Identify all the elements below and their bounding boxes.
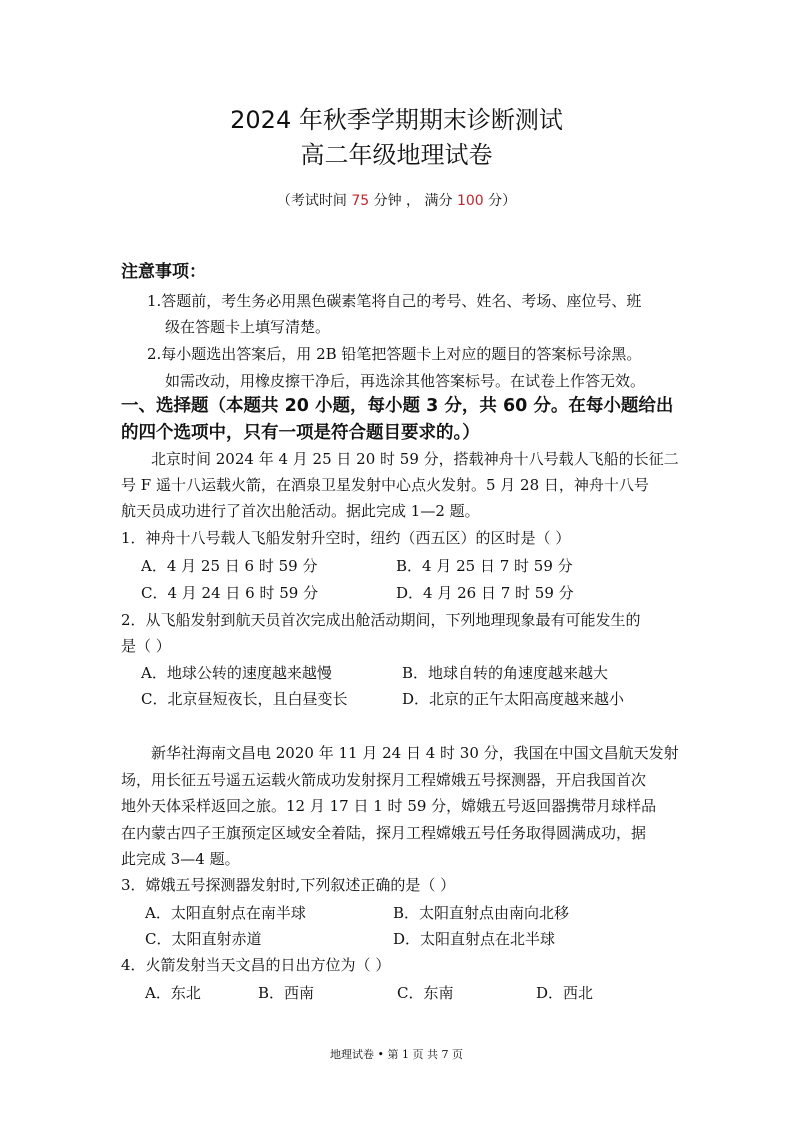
exam-title: 2024 年秋季学期期末诊断测试 <box>230 106 563 134</box>
question-3-option-d: D．太阳直射点在北半球 <box>393 930 556 948</box>
question-3-option-c: C．太阳直射赤道 <box>145 930 262 948</box>
notice-item-2-line-1: 2.每小题选出答案后，用 2B 铅笔把答题卡上对应的题目的答案标号涂黑。 <box>147 345 642 363</box>
question-4-option-d: D．西北 <box>536 984 594 1002</box>
passage-2-line-2: 场，用长征五号遥五运载火箭成功发射探月工程嫦娥五号探测器，开启我国首次 <box>121 771 647 789</box>
question-1-option-a: A．4 月 25 日 6 时 59 分 <box>141 557 318 575</box>
notice-item-1-line-2: 级在答题卡上填写清楚。 <box>165 318 331 336</box>
meta-mid: 分钟 ， 满分 <box>373 193 453 209</box>
passage-1-line-1: 北京时间 2024 年 4 月 25 日 20 时 59 分，搭载神舟十八号载人飞船的长征二 <box>151 450 679 468</box>
question-2-option-c: C．北京昼短夜长，且白昼变长 <box>141 690 348 708</box>
question-3-option-a: A．太阳直射点在南半球 <box>145 904 306 922</box>
question-2-option-b: B．地球自转的角速度越来越大 <box>402 664 609 682</box>
full-score-value: 100 <box>456 193 484 209</box>
exam-meta <box>0 190 793 210</box>
passage-1-line-2: 号 F 遥十八运载火箭，在酒泉卫星发射中心点火发射。5 月 28 日，神舟十八号 <box>121 476 649 494</box>
question-3-option-b: B．太阳直射点由南向北移 <box>393 904 570 922</box>
passage-2-line-1: 新华社海南文昌电 2020 年 11 月 24 日 4 时 30 分，我国在中国文昌航天发射 <box>151 744 679 762</box>
question-3-stem: 3．嫦娥五号探测器发射时,下列叙述正确的是（ ） <box>121 876 456 894</box>
notice-item-2-line-2: 如需改动，用橡皮擦干净后，再选涂其他答案标号。在试卷上作答无效。 <box>165 372 646 390</box>
question-1-option-d: D．4 月 26 日 7 时 59 分 <box>396 584 574 602</box>
question-4-option-c: C．东南 <box>397 984 454 1002</box>
question-4-option-a: A．东北 <box>145 984 201 1002</box>
exam-subtitle: 高二年级地理试卷 <box>300 141 493 169</box>
question-4-option-b: B．西南 <box>258 984 315 1002</box>
meta-close: 分） <box>488 193 517 209</box>
question-2-option-a: A．地球公转的速度越来越慢 <box>141 664 332 682</box>
question-1-stem: 1．神舟十八号载人飞船发射升空时，纽约（西五区）的区时是（ ） <box>121 529 571 547</box>
question-1-option-c: C．4 月 24 日 6 时 59 分 <box>141 584 319 602</box>
question-4-stem: 4．火箭发射当天文昌的日出方位为（ ） <box>121 956 391 974</box>
exam-time-value: 75 <box>351 193 370 209</box>
question-2-stem-line-2: 是（ ） <box>121 637 171 655</box>
passage-2-line-5: 此完成 3—4 题。 <box>121 850 240 868</box>
section-heading-line-1: 一、选择题（本题共 20 小题，每小题 3 分，共 60 分。在每小题给出 <box>121 396 674 416</box>
section-heading-line-2: 的四个选项中，只有一项是符合题目要求的。） <box>121 423 480 443</box>
passage-1-line-3: 航天员成功进行了首次出舱活动。据此完成 1—2 题。 <box>121 502 480 520</box>
passage-2-line-4: 在内蒙古四子王旗预定区域安全着陆，探月工程嫦娥五号任务取得圆满成功，据 <box>121 824 647 842</box>
page-footer: 地理试卷 • 第 1 页 共 7 页 <box>330 1048 463 1061</box>
meta-open: （考试时间 <box>276 193 347 209</box>
question-1-option-b: B．4 月 25 日 7 时 59 分 <box>396 557 573 575</box>
question-2-option-d: D．北京的正午太阳高度越来越小 <box>402 690 625 708</box>
passage-2-line-3: 地外天体采样返回之旅。12 月 17 日 1 时 59 分，嫦娥五号返回器携带月球样品 <box>121 797 657 815</box>
notice-item-1-line-1: 1.答题前，考生务必用黑色碳素笔将自己的考号、姓名、考场、座位号、班 <box>147 292 642 310</box>
question-2-stem-line-1: 2．从飞船发射到航天员首次完成出舱活动期间，下列地理现象最有可能发生的 <box>121 611 641 629</box>
notice-heading: 注意事项： <box>121 262 206 282</box>
